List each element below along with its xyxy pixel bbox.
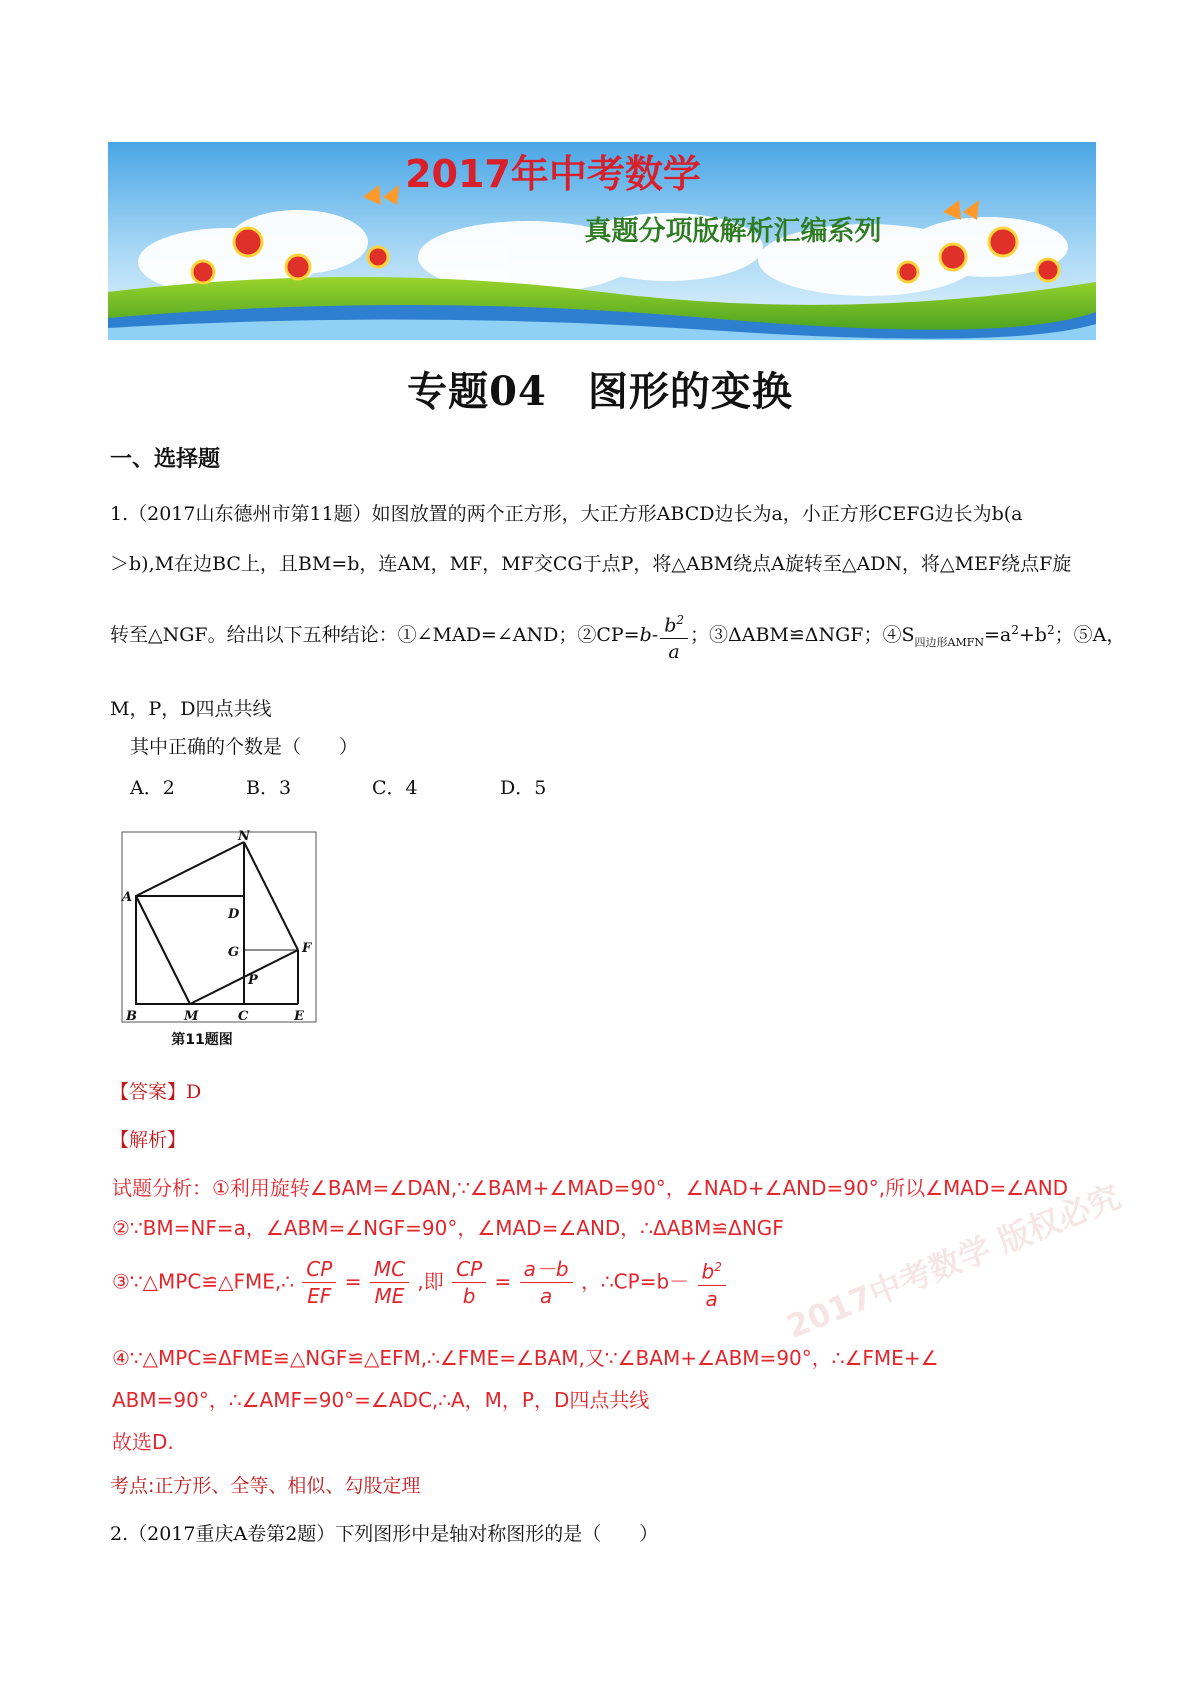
answer [110,1078,201,1106]
q2-line: 2.（2017重庆A卷第2题）下列图形中是轴对称图形的是（ ） [110,1523,659,1545]
analysis-l3-c: ，∴CP=b－ [580,1269,690,1294]
q1-line3-text-e: +b [1018,624,1047,647]
analysis-line-1: 试题分析：①利用旋转∠BAM=∠DAN,∵∠BAM+∠MAD=90°，∠NAD+∠AND=90°,所以∠MAD=∠AND [112,1176,1069,1200]
q1-stem: 其中正确的个数是（ ） [130,736,359,758]
frac-amb-a-num: a－b [520,1256,573,1283]
analysis-line-5: ABM=90°，∴∠AMF=90°=∠ADC,∴A，M，P，D四点共线 [112,1388,650,1412]
q1-option-a: A．2 [130,777,175,799]
q1-option-c: C．4 [372,777,418,799]
page-title: 专题04 图形的变换 [407,368,793,415]
answer-label: 【答案】 [110,1081,187,1103]
frac-mc-me-den: ME [374,1284,405,1309]
frac-cp-ef-den: EF [307,1284,332,1309]
analysis-l3-b: ,即 [417,1269,444,1294]
fig-label-c: C [238,1009,249,1024]
q1-frac-num-sup: 2 [676,613,684,627]
q1-line3-text-a: 转至△NGF。给出以下五种结论：①∠MAD=∠AND；②CP= [110,624,640,647]
q1-line3-b: b- [639,624,659,647]
kaodian: 考点:正方形、全等、相似、勾股定理 [110,1475,421,1497]
q1-option-d: D．5 [500,777,547,799]
q1-line4: M，P，D四点共线 [110,698,272,720]
watermark-text: 2017中考数学 版权必究 [781,1177,1126,1347]
frac-b2-a-num: b [701,1259,715,1284]
q1-line3-text-f: ；⑤A， [1054,624,1126,647]
analysis-line-4: ④∵△MPC≌ΔFME≌△NGF≌△EFM,∴∠FME=∠BAM,又∵∠BAM+∠ABM=90°，∴∠FME+∠ [112,1346,939,1370]
frac-b2-a [698,1254,726,1312]
fig-caption: 第11题图 [171,1032,233,1048]
analysis-line-2: ②∵BM=NF=a，∠ABM=∠NGF=90°，∠MAD=∠AND，∴ΔABM≌ΔNGF [112,1216,784,1240]
q1-line3-sub: 四边形AMFN [914,635,984,649]
analysis-label: 【解析】 [110,1129,187,1151]
fig-label-g: G [228,945,240,960]
frac-cp-b [452,1256,486,1309]
analysis-line-3 [112,1254,728,1312]
section-heading: 一、选择题 [110,447,221,472]
fig-label-e: E [294,1009,304,1024]
frac-cp-b-den: b [462,1284,476,1309]
header-banner [108,142,1096,340]
fig-label-d: D [228,907,240,922]
frac-b2-a-den: a [705,1286,718,1311]
analysis-l3-eq2: = [494,1269,512,1294]
q1-option-b: B．3 [246,777,292,799]
frac-cp-ef [302,1256,336,1309]
q1-fraction [660,607,688,665]
q1-line3-sup1: 2 [1011,622,1019,637]
fig-label-a: A [122,890,133,905]
frac-amb-a-den: a [539,1284,553,1309]
banner-title: 2017年中考数学 [405,152,701,196]
frac-b2-a-sup: 2 [714,1260,722,1274]
q1-figure [110,826,322,1054]
frac-mc-me-num: MC [370,1256,409,1283]
fig-label-p: P [248,973,258,988]
q1-frac-num: b [664,614,677,637]
q1-line3 [110,607,1125,665]
analysis-l3-eq1: = [344,1269,362,1294]
q1-line1: 1.（2017山东德州市第11题）如图放置的两个正方形，大正方形ABCD边长为a，小正方形CEFG边长为b(a [110,503,1023,525]
q1-line3-sup2: 2 [1046,622,1055,637]
frac-amb-a [520,1256,573,1309]
fig-label-b: B [126,1009,137,1024]
fig-label-n: N [238,829,250,844]
q1-line3-text-c: ；③ΔABM≌ΔNGF；④S [690,624,915,647]
fig-label-m: M [184,1009,199,1024]
frac-cp-ef-num: CP [302,1256,336,1283]
fig-label-f: F [302,941,312,956]
analysis-l3-a: ③∵△MPC≌△FME,∴ [112,1269,294,1294]
answer-value: D [186,1081,202,1103]
banner-subtitle: 真题分项版解析汇编系列 [584,216,882,247]
frac-mc-me [370,1256,409,1309]
q1-line3-text-d: =a [983,624,1012,647]
analysis-line-6: 故选D. [112,1430,174,1454]
frac-cp-b-num: CP [452,1256,486,1283]
q1-line2: ＞b),M在边BC上，且BM=b，连AM，MF，MF交CG于点P，将△ABM绕点A旋转至△ADN，将△MEF绕点F旋 [110,553,1072,575]
q1-frac-den: a [668,641,680,664]
